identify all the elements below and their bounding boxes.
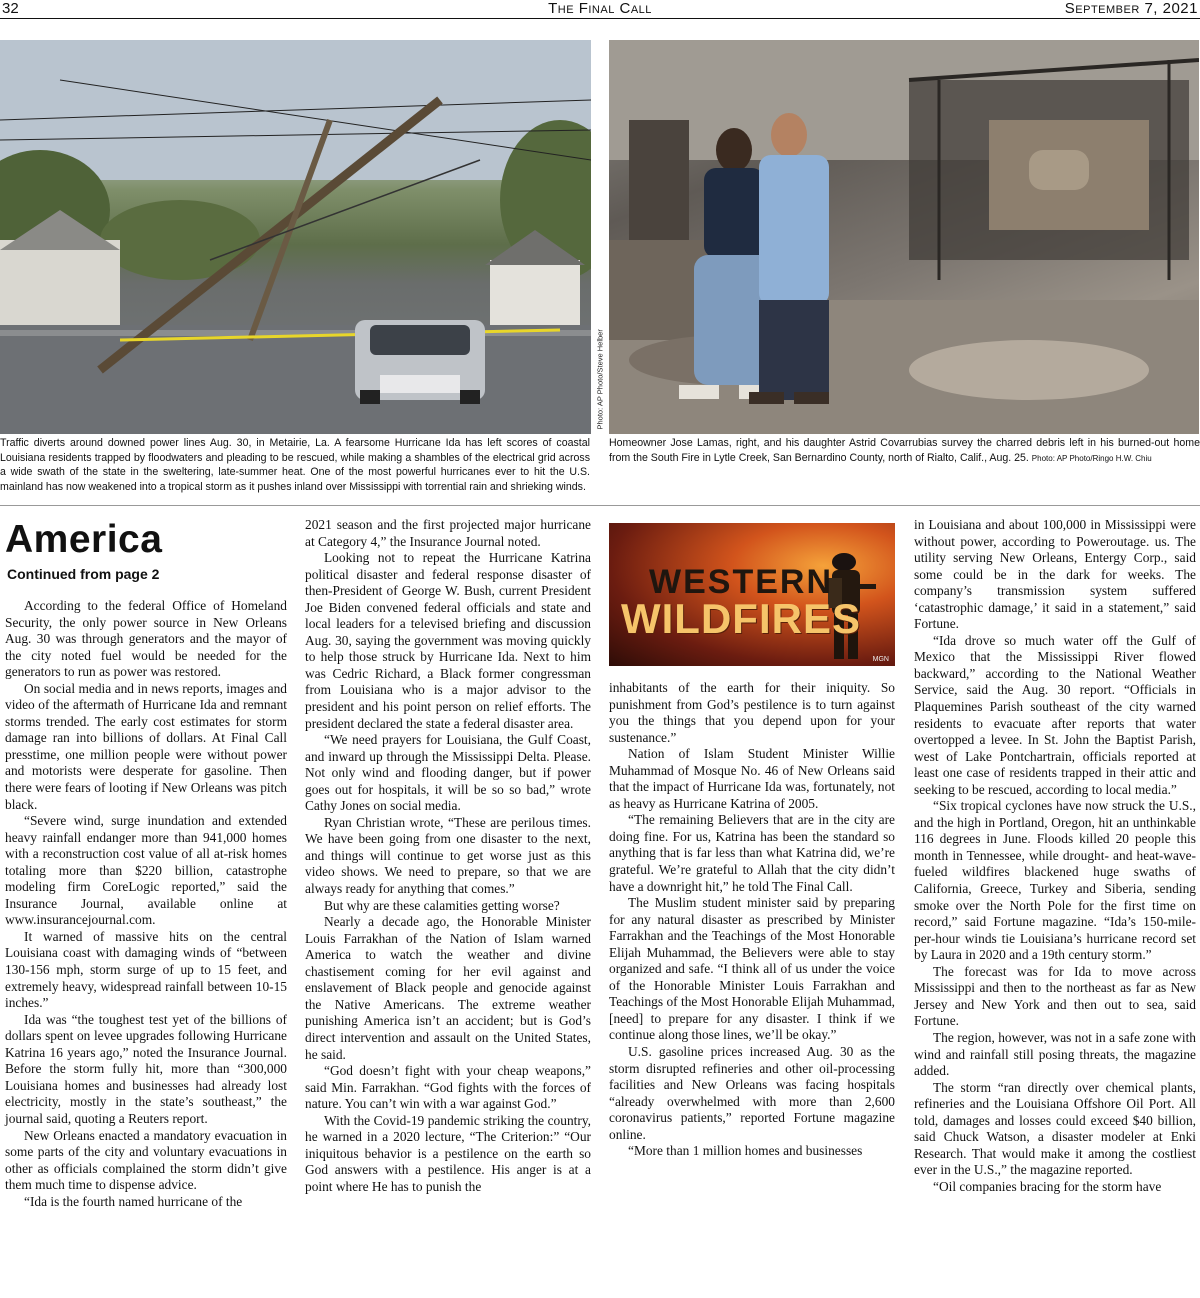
paragraph: “God doesn’t fight with your cheap weapons,” said Min. Farrakhan. “God fights with the forces of nature. You can’t win with a war against God.”	[305, 1063, 591, 1112]
photo-credit-text: Photo: AP Photo/Steve Helber	[595, 329, 605, 430]
burned-home-photo	[609, 40, 1199, 434]
paragraph: But why are these calamities getting worse?	[324, 897, 560, 913]
photo-caption-1	[0, 436, 590, 494]
burned-home-illustration	[609, 40, 1199, 434]
paragraph: “Ida is the fourth named hurricane of the	[24, 1193, 243, 1209]
paragraph: Ida was “the toughest test yet of the billions of dollars spent on levee upgrades following Hurricane Katrina 16 years ago,” noted the Insurance Journal. Before the storm fully hit, more than “300,000 Louisiana homes and businesses had already lost electricity, mostly in the state’s southeast,” the journal said, quoting a Reuters report.	[5, 1011, 287, 1126]
power-lines-illustration	[0, 40, 591, 434]
power-lines-photo	[0, 40, 591, 434]
article-column-1	[5, 598, 287, 1210]
paragraph: “Ida drove so much water off the Gulf of Mexico that the Mississippi River flowed backward,” according to the National Weather Service, said the Aug. 30 report. “Officials in Plaquemines Parish southeast of the city warned residents to evacuate after reports that water overtopped a levee. In St. John the Baptist Parish, west of Lake Pontchartrain, officials reported at least one case of residents trapped in their attic and seeking to be rescued, according to local media.”	[914, 632, 1196, 797]
article-headline: America	[5, 518, 163, 561]
paragraph: “More than 1 million homes and businesses	[628, 1143, 863, 1159]
page-number: 32	[2, 0, 19, 17]
paragraph: “We need prayers for Louisiana, the Gulf Coast, and inward up through the Mississippi Delta. Please. Not only wind and flooding danger, but if power goes out for hospitals, it will be so so bad,” wrote Cathy Jones on social media.	[305, 732, 591, 814]
paragraph: The forecast was for Ida to move across Mississippi and then to the northeast as far as New Jersey and New York and then out to sea, said Fortune.	[914, 963, 1196, 1029]
paragraph	[305, 1113, 591, 1196]
paragraph: “Oil companies bracing for the storm have	[933, 1178, 1162, 1194]
paragraph: 2021 season and the first projected major hurricane at Category 4,” the Insurance Journal noted.	[305, 517, 591, 549]
continued-from-note: Continued from page 2	[7, 566, 160, 582]
paragraph: On social media and in news reports, images and video of the aftermath of Hurricane Ida and remnant storms trended. The early cost estimates for storm damage ran into billions of dollars. At Final Call presstime, one million people were without power and motorists were desperate for gasoline. Then there were fears of looting if New Orleans was pitch black.	[5, 680, 287, 812]
caption-text-1: Traffic diverts around downed power lines Aug. 30, in Metairie, La. A fearsome Hurricane Ida has left scores of coastal Louisiana residents trapped by floodwaters and pleading to be rescued, while making a shambles of the electrical grid across a wide swath of the state in the sweltering, late-summer heat. One of the most powerful hurricanes ever to hit the U.S. mainland has now weakened into a tropical storm as it pushes inland over Mississippi with torrential rain and shrieking winds.	[0, 437, 590, 493]
paragraph: “The remaining Believers that are in the city are doing fine. For us, Katrina has been the standard so anything that is far less than what Katrina did, we’re grateful. We’re grateful to Allah that the city didn’t have a downright hit,” he told The Final Call.	[609, 812, 895, 894]
paragraph: U.S. gasoline prices increased Aug. 30 as the storm disrupted refineries and other oil-processing facilities and New Orleans was facing hospitals “already overwhelmed with more than 2,600 coronavirus patients,” reported Fortune magazine online.	[609, 1044, 895, 1142]
paragraph: According to the federal Office of Homeland Security, the only power source in New Orleans Aug. 30 was through generators and the mayor of the city noted fuel would be needed for the generators to run as power was restored.	[5, 598, 287, 680]
paragraph: Ryan Christian wrote, “These are perilous times. We have been going from one disaster to the next, and things will continue to get worse just as this video shows. We need to prepare, so that we are always ready for anything that comes.”	[305, 814, 591, 897]
caption-credit-2: Photo: AP Photo/Ringo H.W. Chiu	[1031, 453, 1152, 463]
paragraph: in Louisiana and about 100,000 in Mississippi were without power, according to Poweroutage. us. The utility serving New Orleans, Entergy Corp., said some could be in the dark for weeks. The company’s transmission system suffered ‘catastrophic damage,’ it said in a statement,” said Fortune.	[914, 517, 1196, 632]
publication-name: The Final Call	[548, 0, 652, 17]
paragraph: It warned of massive hits on the central Louisiana coast with damaging winds of “between 130-156 mph, storm surge of up to 15 feet, and extremely heavy, widespread rainfall between 10-15 inches.”	[5, 928, 287, 1011]
paragraph: inhabitants of the earth for their iniquity. So punishment from God’s pestilence is to turn against you the things that you depend upon for your sustenance.”	[609, 680, 895, 745]
promo-line-1: WESTERN	[649, 563, 833, 601]
promo-line-2: WILDFIRES	[621, 595, 861, 642]
paragraph: “Severe wind, surge inundation and extended heavy rainfall endanger more than 941,000 homes with a reconstruction cost value of all at-risk homes totaling more than $220 billion, catastrophe modeling firm CoreLogic reported,” said the Insurance Journal, available online at www.insurancejournal.com.	[5, 813, 287, 928]
article-column-4	[914, 517, 1196, 1195]
paragraph: Looking not to repeat the Hurricane Katrina political disaster and federal response disaster of then-President of George W. Bush, current President Joe Biden convened federal officials and state and local leaders for a televised briefing and discussion Aug. 30, saying the government was moving quickly to help those struck by Hurricane Ida. Next to him was Cedric Richard, a Black former congressman from Louisiana who is a major advisor to the president and his point person on relief efforts. The president declared the state a federal disaster area.	[305, 550, 591, 731]
paragraph: Nearly a decade ago, the Honorable Minister Louis Farrakhan of the Nation of Islam warned America to watch the weather and divine chastisement coming for her evil against and enslavement of Black people and genocide against the Native Americans. The extreme weather punishing America isn’t an accident; but is God’s direct intervention and assault on the United States, he said.	[305, 914, 591, 1062]
paragraph: Nation of Islam Student Minister Willie Muhammad of Mosque No. 46 of New Orleans said that the impact of Hurricane Ida was, fortunately, not as heavy as Hurricane Katrina of 2005.	[609, 746, 895, 811]
issue-date: September 7, 2021	[1064, 0, 1198, 17]
page-header	[0, 0, 1200, 19]
paragraph: The region, however, was not in a safe zone with wind and rainfall still posing threats, the magazine added.	[914, 1029, 1196, 1079]
paragraph-part: His anger is at a point where He has to punish the	[305, 1162, 591, 1194]
paragraph: “Six tropical cyclones have now struck the U.S., and the high in Portland, Oregon, hit an unthinkable 116 degrees in June. Floods killed 20 people this month in Tennessee, while drought- and heat-wave-fueled wildfires blackened huge swaths of California, Greece, Turkey and Siberia, sending smoke over the North Pole for the first time on record,” said Fortune magazine. “Ida’s 150-mile-per-hour winds tie Louisiana’s hurricane record set by Laura in 2020 and a 19th century storm.”	[914, 798, 1196, 963]
photo-credit-vertical	[591, 300, 607, 434]
promo-source-mark: MGN	[872, 656, 889, 663]
article-column-2	[305, 517, 591, 1195]
article-column-3	[609, 680, 895, 1160]
western-wildfires-graphic[interactable]	[609, 523, 895, 666]
paragraph-part: With the Covid-19 pandemic striking the country, he warned in a 2020 lecture, “The Criterion:” “Our iniquitous behavior is a pestilence on the earth so God answers with a pestilence.	[305, 1112, 591, 1178]
caption-text-2: Homeowner Jose Lamas, right, and his daughter Astrid Covarrubias survey the charred debris left in his burned-out home from the South Fire in Lytle Creek, San Bernardino County, north of Rialto, Calif., Aug. 25.	[609, 437, 1200, 464]
section-divider	[0, 505, 1200, 506]
paragraph: The storm “ran directly over chemical plants, refineries and the Louisiana Offshore Oil Port. All told, damages and losses could exceed $40 billion, said Chuck Watson, a disaster modeler at Enki Research. That would make it among the costliest ever in the U.S.,” the magazine reported.	[914, 1079, 1196, 1178]
paragraph: New Orleans enacted a mandatory evacuation in some parts of the city and voluntary evacuations in other as officials complained the storm didn’t give them much time to dispense advice.	[5, 1127, 287, 1193]
paragraph: The Muslim student minister said by preparing for any natural disaster as prescribed by Minister Farrakhan and the Teachings of the Most Honorable Elijah Muhammad, the Believers were able to stay organized and safe. “I think all of us under the voice of the Honorable Minister Louis Farrakhan and Teachings of the Most Honorable Elijah Muhammad, [need] to prepare for any disaster. I think if we continue along those lines, we’ll be okay.”	[609, 895, 895, 1043]
photo-caption-2	[609, 436, 1200, 466]
